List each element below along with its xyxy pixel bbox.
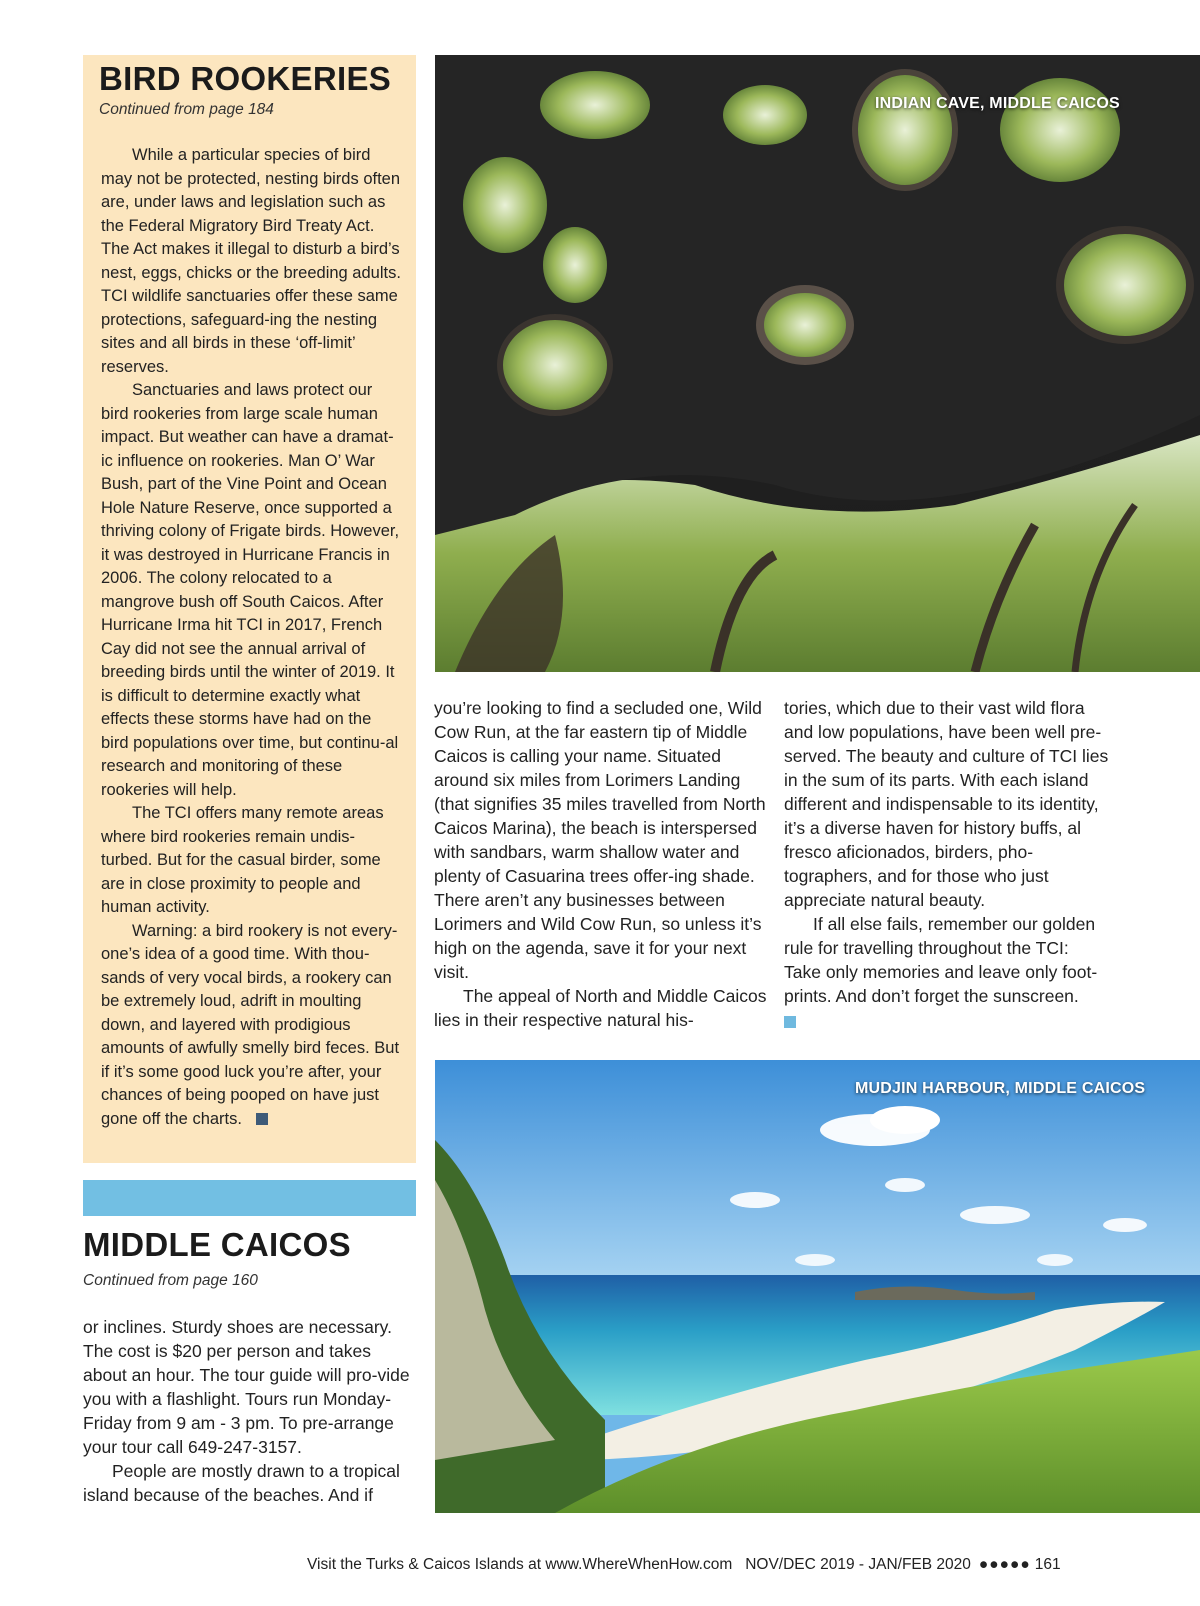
- footer-issue-date: NOV/DEC 2019 - JAN/FEB 2020: [745, 1556, 971, 1573]
- article-paragraph: If all else fails, remember our golden rule for travelling throughout the TCI: Take only memories and leave only foot-prints. And don’t forget the sunscreen.: [784, 914, 1098, 1006]
- indian-cave-photo: [435, 55, 1200, 672]
- section-continued-note: Continued from page 160: [83, 1272, 258, 1289]
- article-column-2: [434, 696, 769, 1032]
- sidebar-body: [101, 144, 401, 1131]
- sidebar-continued-note: Continued from page 184: [99, 101, 274, 118]
- article-paragraph: or inclines. Sturdy shoes are necessary. The cost is $20 per person and takes about an hour. The tour guide will pro-vide you with a flashlight. Tours run Monday-Friday from 9 am - 3 pm. To pre-arrange your tour call 649-247-3157.: [83, 1317, 410, 1457]
- article-column-3: [784, 696, 1109, 1028]
- mudjin-harbour-photo: [435, 1060, 1200, 1513]
- photo-caption: MUDJIN HARBOUR, MIDDLE CAICOS: [855, 1080, 1146, 1097]
- harbour-illustration: [435, 1060, 1200, 1513]
- article-paragraph: People are mostly drawn to a tropical island because of the beaches. And if: [83, 1461, 400, 1505]
- end-of-article-icon: [784, 1016, 796, 1028]
- footer-website-text: Visit the Turks & Caicos Islands at www.WhereWhenHow.com: [307, 1556, 733, 1573]
- footer-dots-icon: ●●●●●: [978, 1556, 1031, 1573]
- article-paragraph: you’re looking to find a secluded one, Wild Cow Run, at the far eastern tip of Middle Caicos is calling your name. Situated around six miles from Lorimers Landing (that signifies 35 miles travelled from North Caicos Marina), the beach is interspersed with sandbars, warm shallow water and plenty of Casuarina trees offer-ing shade. There aren’t any businesses between Lorimers and Wild Cow Run, so unless it’s high on the agenda, save it for your next visit.: [434, 698, 766, 982]
- cave-illustration: [435, 55, 1200, 672]
- sidebar-paragraph: The TCI offers many remote areas where bird rookeries remain undis-turbed. But for the casual birder, some are in close proximity to people and human activity.: [101, 804, 384, 916]
- article-column-1: [83, 1315, 418, 1507]
- sidebar-title: BIRD ROOKERIES: [99, 60, 392, 97]
- section-divider-bar: [83, 1180, 416, 1216]
- photo-caption: INDIAN CAVE, MIDDLE CAICOS: [875, 95, 1120, 112]
- section-title: MIDDLE CAICOS: [83, 1226, 351, 1263]
- sidebar-paragraph-text: Warning: a bird rookery is not every-one’s idea of a good time. With thou-sands of very vocal birds, a rookery can be extremely loud, adrift in moulting down, and layered with prodigious amounts of awfully smelly bird feces. But if it’s some good luck you’re after, your chances of being pooped on have just gone off the charts.: [101, 921, 400, 1128]
- sidebar-paragraph: Sanctuaries and laws protect our bird rookeries from large scale human impact. But weather can have a dramat-ic influence on rookeries. Man O’ War Bush, part of the Vine Point and Ocean Hole Nature Reserve, once supported a thriving colony of Frigate birds. However, it was destroyed in Hurricane Francis in 2006. The colony relocated to a mangrove bush off South Caicos. After Hurricane Irma hit TCI in 2017, French Cay did not see the annual arrival of breeding birds until the winter of 2019. It is difficult to determine exactly what effects these storms have had on the bird populations over time, but continu-al research and monitoring of these rookeries will help.: [101, 381, 400, 799]
- end-of-article-icon: [256, 1113, 268, 1125]
- article-paragraph: The appeal of North and Middle Caicos lies in their respective natural his-: [434, 986, 767, 1030]
- page-footer: [307, 1556, 1061, 1574]
- sidebar-paragraph-last: [101, 920, 401, 1132]
- article-paragraph: tories, which due to their vast wild flora and low populations, have been well pre-served. The beauty and culture of TCI lies in the sum of its parts. With each island different and indispensable to its identity, it’s a diverse haven for history buffs, al fresco aficionados, birders, pho-tographers, and for those who just appreciate natural beauty.: [784, 698, 1109, 910]
- page-number: 161: [1034, 1556, 1061, 1573]
- sidebar-paragraph: While a particular species of bird may not be protected, nesting birds often are, under laws and legislation such as the Federal Migratory Bird Treaty Act. The Act makes it illegal to disturb a bird’s nest, eggs, chicks or the breeding adults. TCI wildlife sanctuaries offer these same protections, safeguard-ing the nesting sites and all birds in these ‘off-limit’ reserves.: [101, 146, 401, 376]
